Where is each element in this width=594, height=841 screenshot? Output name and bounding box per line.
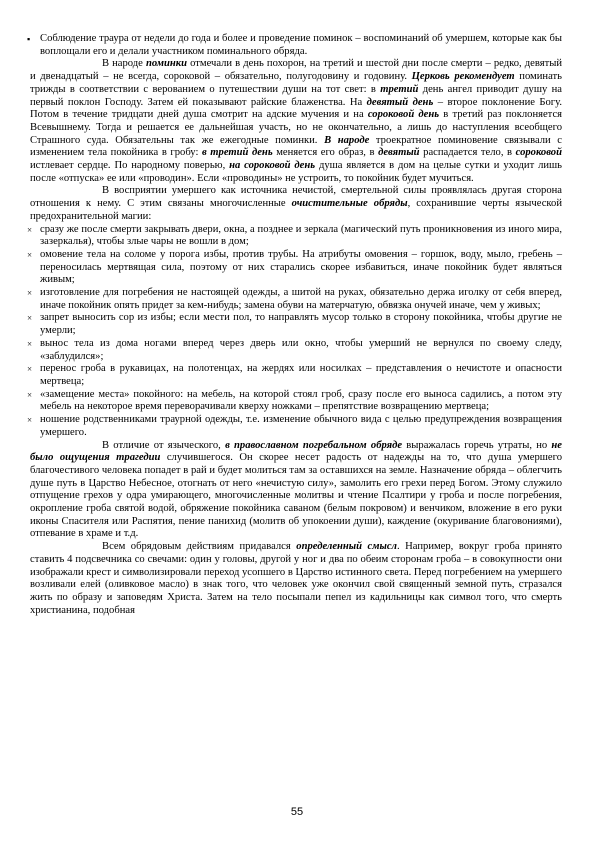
bullet-text: вынос тела из дома ногами вперед через дверь или окно, чтобы умерший не вернулся по своему следу, «заблудился»; [40,337,562,362]
page-number: 55 [290,806,304,818]
list-item [27,223,562,249]
bullet-text: ношение родственниками траурной одежды, т.е. изменение обычного вида с целью предупреждения возвращения умершего. [40,414,562,438]
page-body [27,33,563,617]
cross-bullet-icon: × [27,313,33,324]
cross-bullet-icon: × [27,249,33,260]
cross-bullet-icon: × [27,364,33,375]
bullet-text: «замещение места» покойного: на мебель, на которой стоял гроб, сразу после его выноса садились, а потом эту мебель на некоторое время переворачивали кверху ножками – препятствие возвращению мертвеца; [40,388,562,413]
text-run: отмечали в день похорон, на третий и шестой дни после смерти – редко, девятый и двенадцатый – не всегда, сороковой – обязательно, полугодовину и годовину. [30,58,562,83]
list-item [27,363,562,388]
text-run: поминать трижды в соответствии с верованием о путешествии души на тот свет: в [30,71,562,95]
text-run: день ангел приводит душу на первый поклон Господу. Затем ей показывают райские блаженства. На [30,83,562,108]
emphasis: в православном погребальном обряде [225,439,403,451]
emphasis: сороковой [515,147,562,159]
emphasis: поминки [145,58,188,70]
text-run: Всем обрядовым действиям придавался [102,541,297,553]
cross-bullet-icon: × [27,224,33,235]
emphasis: девятый день [366,96,434,108]
bullet-text: перенос гроба в рукавицах, на полотенцах, на жердях или носилках – представления о нечистоте и опасности мертвеца; [40,363,562,387]
paragraph-orthodox-rite [30,440,562,542]
emphasis: на сороковой день [229,160,316,172]
emphasis: очистительные обряды [291,198,408,210]
emphasis: не было ощущения трагедии [30,439,562,464]
emphasis: определенный смысл [296,541,397,553]
text-run: В отличие от языческого, [102,439,226,451]
bullet-text: изготовление для погребения не настоящей одежды, а шитой на руках, обязательно держа иголку от себя вперед, иначе покойник опять придет за кем-нибудь; замена обуви на матерчатую, обвязка онучей иначе, чем у живых; [40,287,562,311]
emphasis: сороковой день [367,109,440,121]
paragraph-commemoration [30,58,562,185]
text-run: распадается тело, в [419,147,516,159]
bullet-text: запрет выносить сор из избы; если мести пол, то направлять мусор только в сторону покойника, чтобы другие не умерли; [40,312,562,337]
text-run: меняется его образ, в [272,147,379,159]
cross-bullet-icon: × [27,288,33,299]
text-run: . Например, вокруг гроба принято ставить 4 подсвечника со свечами: один у головы, другой у ног и два по обеим сторонам гроба – в совокупности они изображали крест и символизировали переход усопшего в Царство истинного света. Перед погребением на умершего возливали елей (оливковое масло) в знак того, что человек уже окончил свой священный земной путь, стразался жить по образу и заповедям Христа. Затем на тело посыпали пепел из кадильницы как символ того, что смерть христианина, подобная [30,541,563,616]
text-run: в третий раз поклоняется Всевышнему. Тогда и решается ее дальнейшая участь, но не окончательно, а лишь до наступления всеобщего Страшного суда. Обязательны так же ежегодные поминки. [30,109,563,146]
text-run: душа является в дом на целые сутки и уходит лишь после «отпуска» ее или «проводин». Если «проводины» не устроить, то покойник будет мучиться. [30,160,563,184]
list-item [27,248,562,287]
text-run: троекратное поминовение связывали с изменением тела покойника в гробу: [30,134,563,159]
list-item [27,388,562,414]
text-run: , сохранившие черты языческой предохранительной магии: [30,198,562,222]
paragraph-purification [30,185,562,223]
cross-bullet-icon: × [27,338,33,349]
text-run: истлевает сердце. По народному поверью, [30,160,230,172]
square-bullet-icon: ▪ [27,34,31,44]
list-item [27,312,562,337]
list-item [27,337,562,363]
bullet-text: омовение тела на соломе у порога избы, против трубы. На атрибуты омовения – горшок, воду, мыло, гребень – переносилась мертвящая сила, поэтому от них старались скорее избавиться, иначе покойник будет являться живым; [40,248,562,286]
emphasis: В народе [324,134,370,146]
cross-bullet-icon: × [27,389,33,400]
rites-list [27,223,562,440]
list-item [27,414,562,439]
bullet-text: Соблюдение траура от недели до года и более и проведение поминок – воспоминаний об умершем, которые как бы воплощали его и делали участником поминального обряда. [40,33,562,57]
bullet-text: сразу же после смерти закрывать двери, окна, а позднее и зеркала (магический путь проникновения из иного мира, зазеркалья), чтобы злые чары не вошли в дом; [40,223,562,248]
list-item [27,287,562,312]
text-run: выражалась горечь утраты, но [402,439,552,451]
text-run: В восприятии умершего как источника нечистой, смертельной силы проявлялась другая сторона отношения к нему. С этим связаны многочисленные [30,185,562,210]
emphasis: третий [380,83,419,95]
list-item [27,33,562,58]
emphasis: в третий день [201,147,273,159]
emphasis: Церковь рекомендует [411,71,515,83]
text-run: – второе поклонение Богу. Потом в течение тридцати дней душа смотрит на адские мучения и на [30,96,562,121]
text-run: В народе [102,58,146,70]
cross-bullet-icon: × [27,415,33,426]
paragraph-meaning [30,541,562,617]
text-run: случившегося. Он скорее несет радость от надежды на то, что душа умершего благочестивого человека попадет в рай и будет молиться там за оставшихся на земле. Назначение обряда – облегчить душе путь в Царство Небесное, отогнать от него «нечистую силу», замолить его грехи перед Богом. Этому служило отпущение грехов у одра умирающего, многочисленные молитвы и чтение Псалтири у гроба и после погребения, окропление гроба святой водой, обряжение покойника саваном (белым покровом) и венчиком, вложение в его руки иконы Спасителя или Распятия, пение панихид (молитв об упокоении души), каждение (окуривание благовониями), отпевание в храме и т.д. [30,452,562,540]
emphasis: девятый [378,147,420,159]
